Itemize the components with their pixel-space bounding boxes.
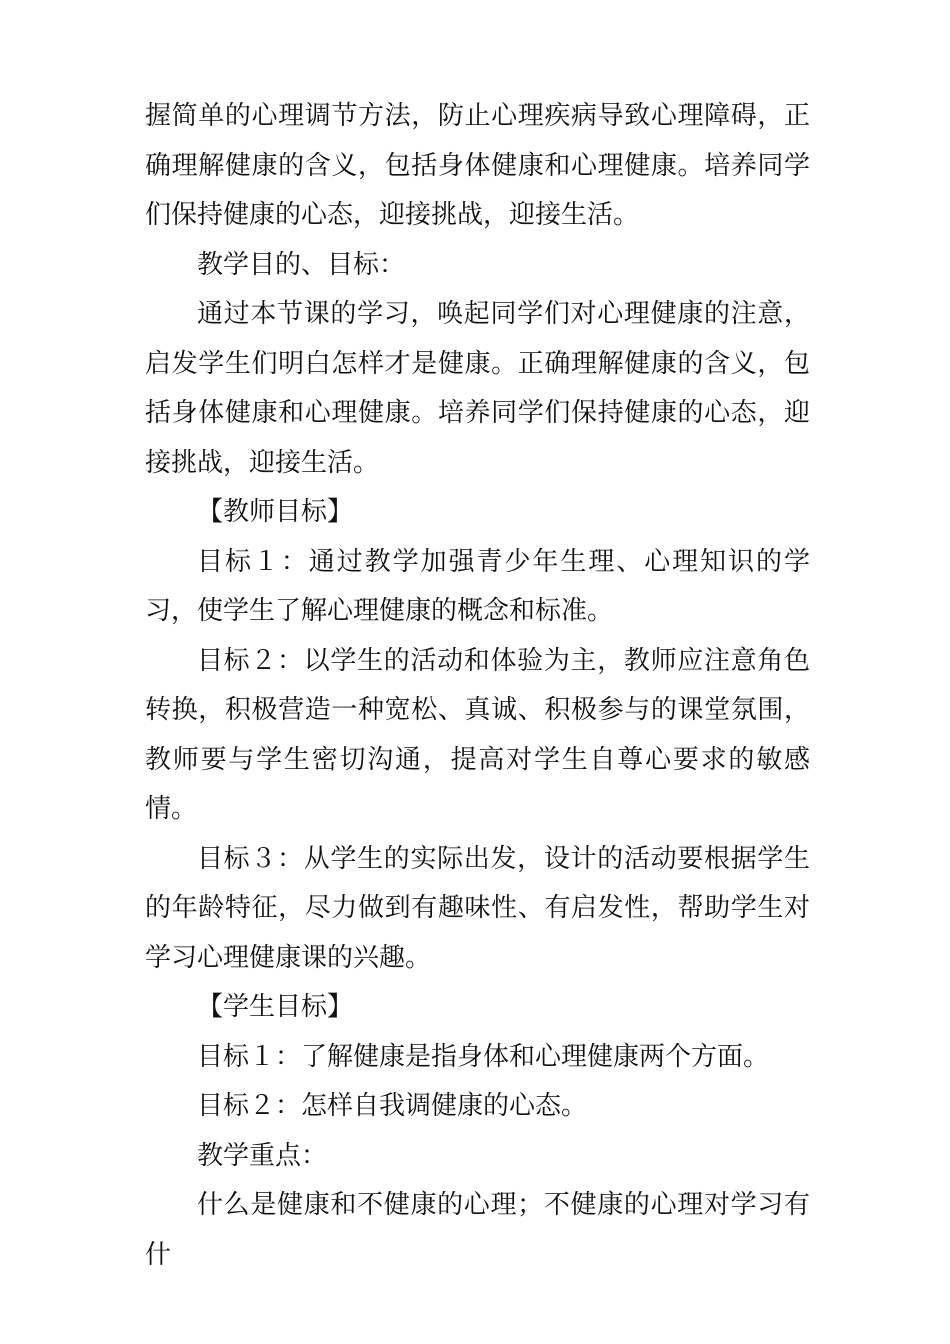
heading-teaching-focus: 教学重点： (197, 1140, 328, 1171)
heading-teaching-objectives: 教学目的、目标： (197, 249, 406, 280)
document-body (145, 92, 810, 1280)
student-goal-2: 目标２：怎样自我调健康的心态。 (197, 1091, 588, 1121)
paragraph-teaching-focus: 什么是健康和不健康的心理；不健康的心理对学习有什 (145, 1190, 810, 1270)
teacher-goal-1: 目标１：通过教学加强青少年生理、心理知识的学习，使学生了解心理健康的概念和标准。 (145, 546, 810, 626)
student-goal-1: 目标１：了解健康是指身体和心理健康两个方面。 (197, 1041, 770, 1072)
paragraph-objectives: 通过本节课的学习，唤起同学们对心理健康的注意，启发学生们明白怎样才是健康。正确理解健康的含义，包括身体健康和心理健康。培养同学们保持健康的心态，迎接挑战，迎接生活。 (145, 299, 810, 478)
teacher-goal-2: 目标２：以学生的活动和体验为主，教师应注意角色转换，积极营造一种宽松、真诚、积极参与的课堂氛围，教师要与学生密切沟通，提高对学生自尊心要求的敏感情。 (145, 645, 810, 824)
paragraph-continuation: 握简单的心理调节方法，防止心理疾病导致心理障碍，正确理解健康的含义，包括身体健康和心理健康。培养同学们保持健康的心态，迎接挑战，迎接生活。 (145, 101, 810, 230)
heading-student-goals: 【学生目标】 (197, 992, 354, 1022)
heading-teacher-goals: 【教师目标】 (197, 497, 354, 527)
teacher-goal-3: 目标３：从学生的实际出发，设计的活动要根据学生的年龄特征，尽力做到有趣味性、有启发性，帮助学生对学习心理健康课的兴趣。 (145, 843, 810, 973)
